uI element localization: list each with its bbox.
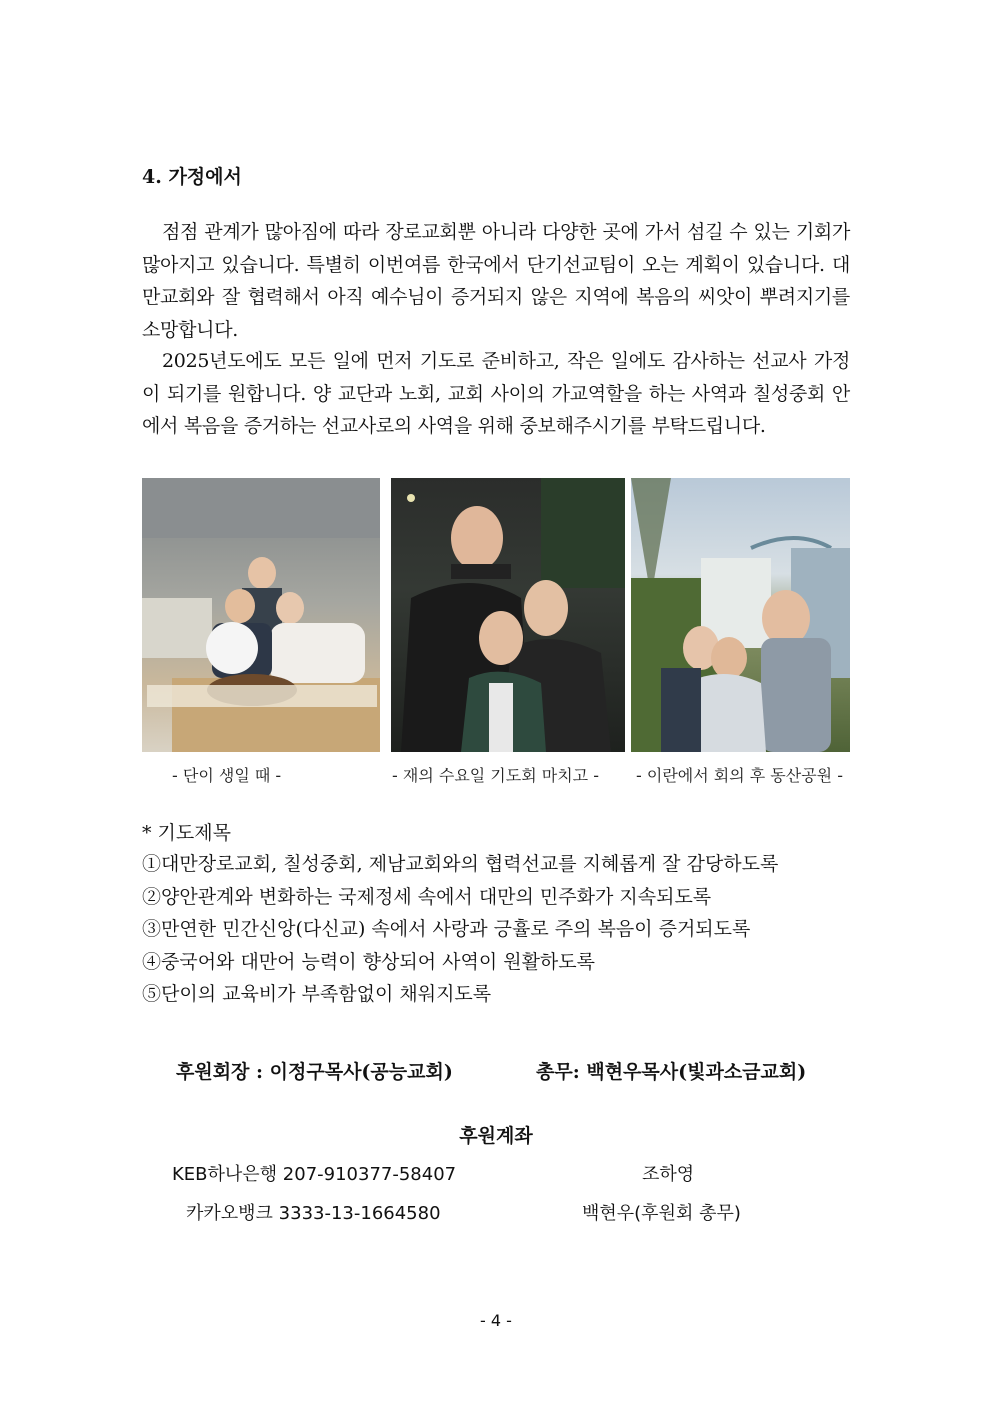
page-number: - 4 -	[480, 1311, 512, 1330]
prayer-item: ④중국어와 대만어 능력이 향상되어 사역이 원활하도록	[142, 950, 595, 973]
account-title: 후원계좌	[459, 1125, 533, 1147]
photo-caption-birthday: - 단이 생일 때 -	[172, 766, 282, 785]
paragraph-2: 2025년도에도 모든 일에 먼저 기도로 준비하고, 작은 일에도 감사하는 선교사 가정이 되기를 원합니다. 양 교단과 노회, 교회 사이의 가교역할을 하는 사역과 칠성중회 안에서 복음을 증거하는 선교사로의 사역을 위해 중보해주시기를 부탁드립니다.	[142, 350, 850, 437]
photo-birthday	[142, 478, 380, 752]
prayer-list	[142, 848, 778, 1011]
support-treasurer: 총무: 백현우목사(빛과소금교회)	[536, 1061, 807, 1083]
photo-ash-wednesday	[391, 478, 625, 752]
support-chair: 후원회장 : 이정구목사(공능교회)	[176, 1061, 453, 1083]
account-2-number: 카카오뱅크 3333-13-1664580	[186, 1203, 441, 1224]
prayer-item: ②양안관계와 변화하는 국제정세 속에서 대만의 민주화가 지속되도록	[142, 885, 712, 908]
photo-caption-park: - 이란에서 회의 후 동산공원 -	[636, 766, 843, 785]
prayer-item: ③만연한 민간신앙(다신교) 속에서 사랑과 긍휼로 주의 복음이 증거되도록	[142, 918, 751, 940]
prayer-item: ⑤단이의 교육비가 부족함없이 채워지도록	[142, 983, 492, 1005]
prayer-item: ①대만장로교회, 칠성중회, 제남교회와의 협력선교를 지혜롭게 잘 감당하도록	[142, 853, 779, 875]
paragraph-1: 점점 관계가 많아짐에 따라 장로교회뿐 아니라 다양한 곳에 가서 섬길 수 있는 기회가 많아지고 있습니다. 특별히 이번여름 한국에서 단기선교팀이 오는 계획이 있습니다. 대만교회와 잘 협력해서 아직 예수님이 증거되지 않은 지역에 복음의 씨앗이 뿌려지기를 소망합니다.	[142, 221, 850, 341]
photo-caption-ash-wednesday: - 재의 수요일 기도회 마치고 -	[392, 766, 599, 785]
account-1-number: KEB하나은행 207-910377-58407	[172, 1164, 457, 1185]
photo-park	[631, 478, 850, 752]
account-1-holder: 조하영	[642, 1164, 695, 1185]
section-heading: 4. 가정에서	[142, 166, 242, 188]
account-2-holder: 백현우(후원회 총무)	[582, 1203, 741, 1224]
prayer-title: * 기도제목	[142, 822, 231, 844]
